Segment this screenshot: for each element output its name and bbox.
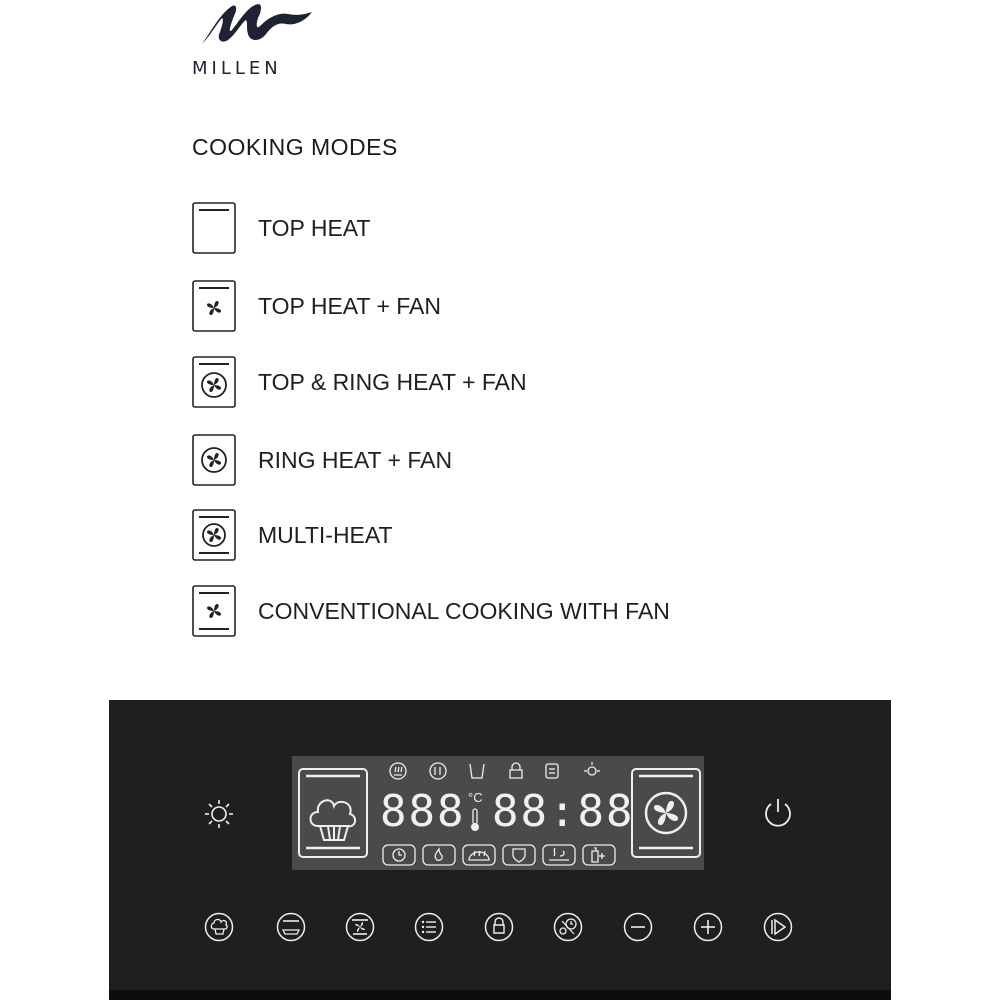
water-tank-indicator-icon [470,764,484,778]
mode-item-top-ring-heat-fan [192,356,892,408]
thermometer-icon [470,808,480,832]
conventional-fan-icon [192,585,236,637]
section-title: COOKING MODES [192,134,398,160]
time-readout: 88:88 [492,786,635,837]
status-indicator-row [388,760,608,782]
mode-item-ring-heat-fan [192,434,892,486]
ring-heat-fan-icon [192,434,236,486]
defrost-indicator-icon [435,849,442,860]
minus-button[interactable] [623,912,653,942]
steam-mode-icon [298,768,368,858]
top-heat-button[interactable] [276,912,306,942]
panel-bottom-edge [109,990,891,1000]
water-refill-indicator-icon [592,848,605,862]
lamp-indicator-icon [588,767,596,775]
light-button[interactable] [203,798,235,830]
fan-mode-icon [631,768,701,858]
brand-logo-icon [198,0,314,46]
safety-indicator-icon [513,849,525,862]
function-indicator-row [382,844,618,866]
lcd-display [292,756,704,870]
power-button[interactable] [761,796,795,830]
brand-logo [190,0,320,82]
mode-label: CONVENTIONAL COOKING WITH FAN [258,598,670,624]
temperature-readout: 888 [380,786,466,837]
start-pause-button[interactable] [763,912,793,942]
top-ring-heat-fan-icon [192,356,236,408]
timer-temperature-button[interactable] [553,912,583,942]
warming-indicator-icon [469,851,489,860]
temperature-unit: °C [468,790,483,805]
top-heat-fan-icon [192,280,236,332]
descale-indicator-icon [549,848,569,860]
top-heat-icon [192,202,236,254]
mode-item-multi-heat [192,509,892,561]
multi-heat-icon [192,509,236,561]
recipe-indicator-icon [546,764,558,778]
mode-label: TOP & RING HEAT + FAN [258,369,527,395]
child-lock-button[interactable] [484,912,514,942]
mode-item-top-heat [192,202,892,254]
menu-button[interactable] [414,912,444,942]
mode-label: TOP HEAT [258,215,371,241]
fan-combi-button[interactable] [345,912,375,942]
brand-name: MILLEN [192,58,282,79]
mode-label: TOP HEAT + FAN [258,293,442,319]
mode-label: MULTI-HEAT [258,522,393,548]
mode-item-conventional-fan [192,585,892,637]
oven-control-panel [109,700,891,1000]
lock-indicator-icon [510,763,522,778]
pause-indicator-icon [430,763,446,779]
mode-label: RING HEAT + FAN [258,447,453,473]
mode-item-top-heat-fan [192,280,892,332]
plus-button[interactable] [693,912,723,942]
steam-button[interactable] [204,912,234,942]
